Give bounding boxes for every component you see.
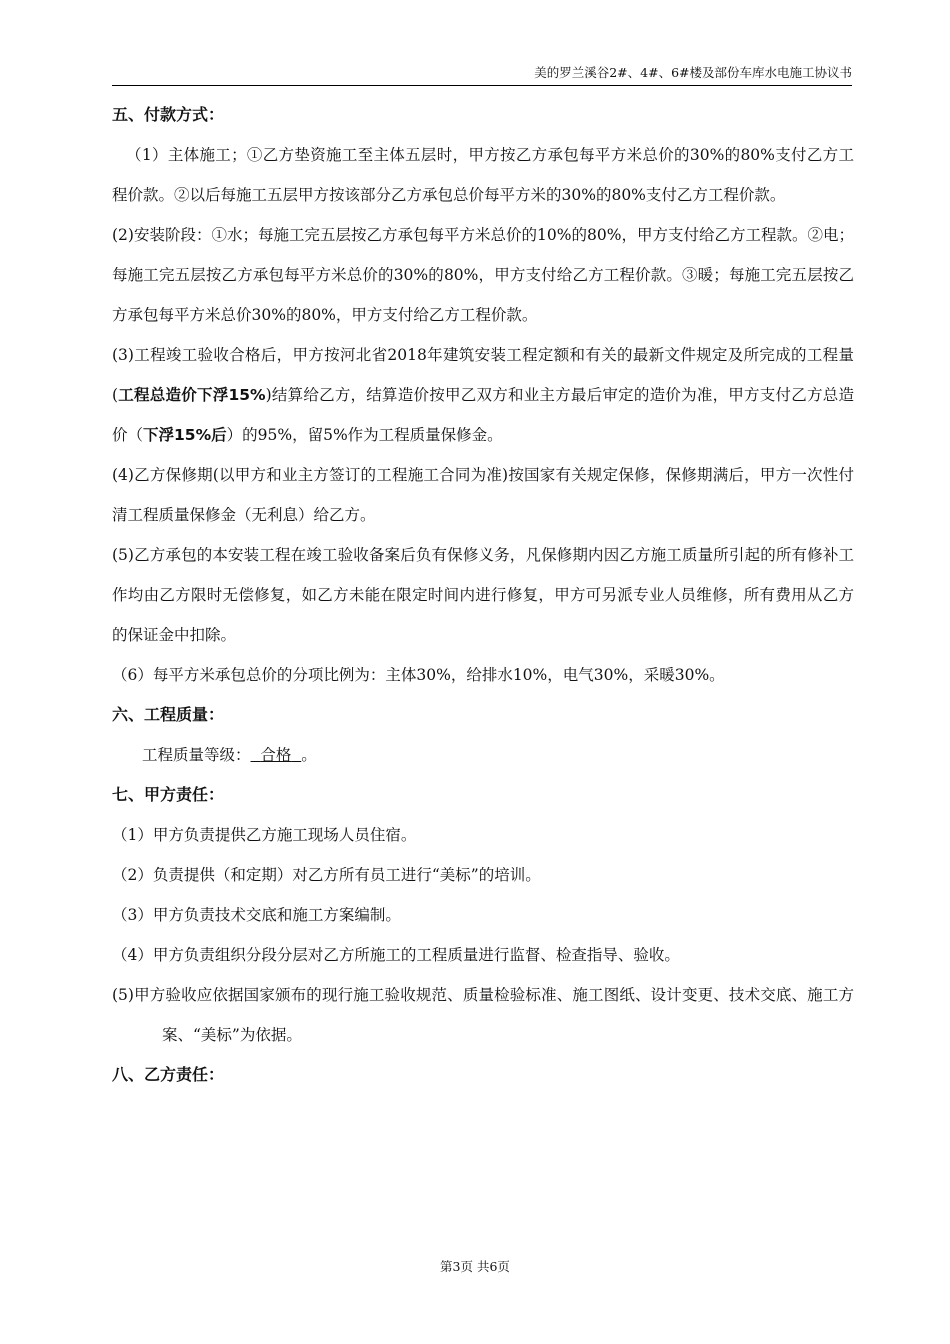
clause-3-text-a: (3)工程竣工验收合格后，甲方按河北省2018年建筑安装工程定额和有关的最新文件规定及所完成的工程量( bbox=[112, 346, 854, 404]
payment-clause-1: （1）主体施工；①乙方垫资施工至主体五层时，甲方按乙方承包每平方米总价的30%的80%支付乙方工程价款。②以后每施工五层甲方按该部分乙方承包总价每平方米的30%的80%支付乙方工程价款。 bbox=[112, 146, 854, 204]
payment-clause-6: （6）每平方米承包总价的分项比例为：主体30%，给排水10%，电气30%，采暖30%。 bbox=[112, 666, 725, 684]
payment-clause-2: (2)安装阶段：①水；每施工完五层按乙方承包每平方米总价的10%的80%，甲方支付给乙方工程款。②电；每施工完五层按乙方承包每平方米总价的30%的80%，甲方支付给乙方工程价款。③暖；每施工完五层按乙方承包每平方米总价30%的80%，甲方支付给乙方工程价款。 bbox=[112, 226, 854, 324]
clause-3-bold-after-discount: 下浮15%后 bbox=[143, 426, 227, 444]
quality-grade-value-text: 合格 bbox=[260, 746, 292, 764]
party-a-duty-2: （2）负责提供（和定期）对乙方所有员工进行“美标”的培训。 bbox=[112, 866, 541, 884]
quality-grade-line bbox=[112, 735, 854, 775]
payment-clause-3 bbox=[112, 335, 854, 455]
section-5-heading: 五、付款方式： bbox=[112, 105, 225, 124]
section-6-heading: 六、工程质量： bbox=[112, 705, 225, 724]
clause-3-text-c: ）的95%，留5%作为工程质量保修金。 bbox=[226, 426, 503, 444]
running-header bbox=[112, 64, 852, 86]
section-7-heading: 七、甲方责任： bbox=[112, 785, 225, 804]
payment-clause-4: (4)乙方保修期(以甲方和业主方签订的工程施工合同为准)按国家有关规定保修，保修期满后，甲方一次性付清工程质量保修金（无利息）给乙方。 bbox=[112, 466, 854, 524]
quality-grade-value bbox=[251, 746, 302, 764]
party-a-duty-3: （3）甲方负责技术交底和施工方案编制。 bbox=[112, 906, 401, 924]
party-a-duty-5: (5)甲方验收应依据国家颁布的现行施工验收规范、质量检验标准、施工图纸、设计变更、技术交底、施工方案、“美标”为依据。 bbox=[112, 986, 854, 1044]
section-8-heading: 八、乙方责任： bbox=[112, 1065, 225, 1084]
document-title: 美的罗兰溪谷2#、4#、6#楼及部份车库水电施工协议书 bbox=[534, 65, 852, 80]
party-a-duty-4: （4）甲方负责组织分段分层对乙方所施工的工程质量进行监督、检查指导、验收。 bbox=[112, 946, 680, 964]
quality-grade-end: 。 bbox=[301, 746, 317, 764]
document-body bbox=[112, 95, 854, 1095]
quality-grade-label: 工程质量等级： bbox=[142, 746, 251, 764]
party-a-duty-1: （1）甲方负责提供乙方施工现场人员住宿。 bbox=[112, 826, 417, 844]
clause-3-bold-discount: 工程总造价下浮15% bbox=[118, 386, 266, 404]
clause-3-text-b: )结算给乙方，结算造价按甲乙双方和业主方最后审定的造价为准，甲方支付乙方总造价（ bbox=[112, 386, 854, 444]
page-number: 第3页 共6页 bbox=[440, 1259, 510, 1274]
payment-clause-5: (5)乙方承包的本安装工程在竣工验收备案后负有保修义务，凡保修期内因乙方施工质量所引起的所有修补工作均由乙方限时无偿修复，如乙方未能在限定时间内进行修复，甲方可另派专业人员维修，所有费用从乙方的保证金中扣除。 bbox=[112, 546, 854, 644]
